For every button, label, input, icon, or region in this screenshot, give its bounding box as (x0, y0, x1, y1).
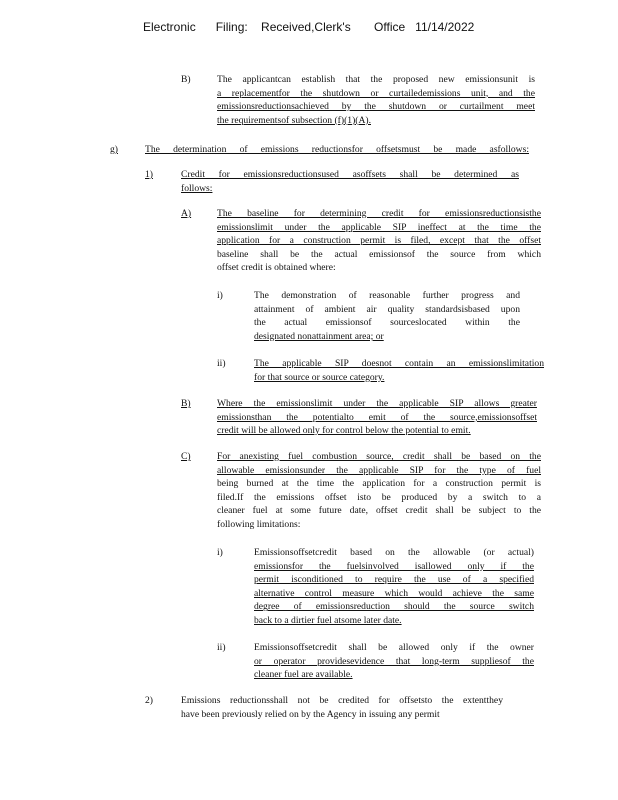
text-line: application for a construction permit is filed, except that the offset (217, 235, 541, 247)
filing-header: Electronic Filing: Received,Clerk's Office 11/14/2022 (143, 20, 475, 34)
paragraph-c-i (254, 546, 534, 628)
text-line: Emissions reductionsshall not be credited for offsetsto the extentthey (181, 695, 503, 706)
text-line: for that source or source category. (254, 371, 385, 383)
paragraph-c-ii (254, 641, 534, 682)
text-line: The determination of emissions reductionsfor offsetsmust be made asfollows: (145, 144, 529, 155)
paragraph-b2 (217, 397, 537, 438)
text-line: have been previously relied on by the Agency in issuing any permit (181, 708, 440, 720)
paragraph-g (145, 143, 529, 157)
text-line: the actual emissionsof sourceslocated within the (254, 317, 520, 329)
text-line: Emissionsoffsetcredit shall be allowed only if the owner (254, 642, 534, 653)
text-line: cleaner fuel at some future date, offset credit shall be subject to the (217, 505, 541, 517)
item-label: 2) (145, 695, 153, 706)
item-label: B) (181, 398, 191, 409)
text-line: The baseline for determining credit for emissionsreductionsisthe (217, 208, 541, 219)
paragraph-a-ii (254, 357, 544, 384)
text-line: The demonstration of reasonable further progress and (254, 290, 520, 301)
text-line: The applicantcan establish that the proposed new emissionsunit is (217, 74, 535, 85)
text-line: Emissionsoffsetcredit based on the allowable (or actual) (254, 547, 534, 558)
paragraph-a (217, 207, 541, 275)
text-line: follows: (181, 182, 213, 194)
item-label: g) (110, 144, 118, 155)
item-label: C) (181, 451, 191, 462)
text-line: emissionsthan the potentialto emit of the source,emissionsoffset (217, 411, 537, 423)
item-label: i) (217, 290, 223, 301)
text-line: emissionsfor the fuelsinvolved isallowed only if the (254, 560, 534, 572)
text-line: attainment of ambient air quality standardsisbased upon (254, 303, 520, 315)
text-line: degree of emissionsreduction should the source switch (254, 601, 534, 613)
text-line: being burned at the time the application for a construction permit is (217, 478, 541, 490)
item-label: ii) (217, 358, 226, 369)
text-line: Where the emissionslimit under the applicable SIP allows greater (217, 398, 537, 409)
paragraph-b-top (217, 73, 535, 127)
item-label: ii) (217, 642, 226, 653)
text-line: designated nonattainment area; or (254, 330, 384, 342)
text-line: emissionsreductionsachieved by the shutdown or curtailment meet (217, 101, 535, 113)
text-line: allowable emissionsunder the applicable SIP for the type of fuel (217, 464, 541, 476)
text-line: or operator providesevidence that long-term suppliesof the (254, 655, 534, 667)
text-line: emissionslimit under the applicable SIP ineffect at the time the (217, 221, 541, 233)
item-label: A) (181, 208, 192, 219)
paragraph-c (217, 450, 541, 532)
text-line: the requirementsof subsection (f)(1)(A). (217, 114, 371, 126)
item-label: 1) (145, 169, 153, 180)
item-label: i) (217, 547, 223, 558)
text-line: alternative control measure which would achieve the same (254, 587, 534, 599)
text-line: baseline shall be the actual emissionsof the source from which (217, 248, 541, 260)
paragraph-a-i (254, 289, 520, 343)
paragraph-1 (181, 168, 519, 195)
item-label: B) (181, 74, 191, 85)
text-line: permit isconditioned to require the use of a specified (254, 574, 534, 586)
text-line: Credit for emissionsreductionsused asoffsets shall be determined as (181, 169, 519, 180)
text-line: filed.If the emissions offset isto be produced by a switch to a (217, 491, 541, 503)
text-line: a replacementfor the shutdown or curtailedemissions unit, and the (217, 87, 535, 99)
text-line: For anexisting fuel combustion source, credit shall be based on the (217, 451, 541, 462)
paragraph-2 (181, 694, 503, 721)
text-line: following limitations: (217, 518, 301, 530)
text-line: credit will be allowed only for control below the potential to emit. (217, 425, 471, 437)
text-line: The applicable SIP doesnot contain an emissionslimitation (254, 358, 544, 369)
text-line: offset credit is obtained where: (217, 262, 336, 274)
text-line: back to a dirtier fuel atsome later date. (254, 614, 402, 626)
text-line: cleaner fuel are available. (254, 669, 353, 681)
